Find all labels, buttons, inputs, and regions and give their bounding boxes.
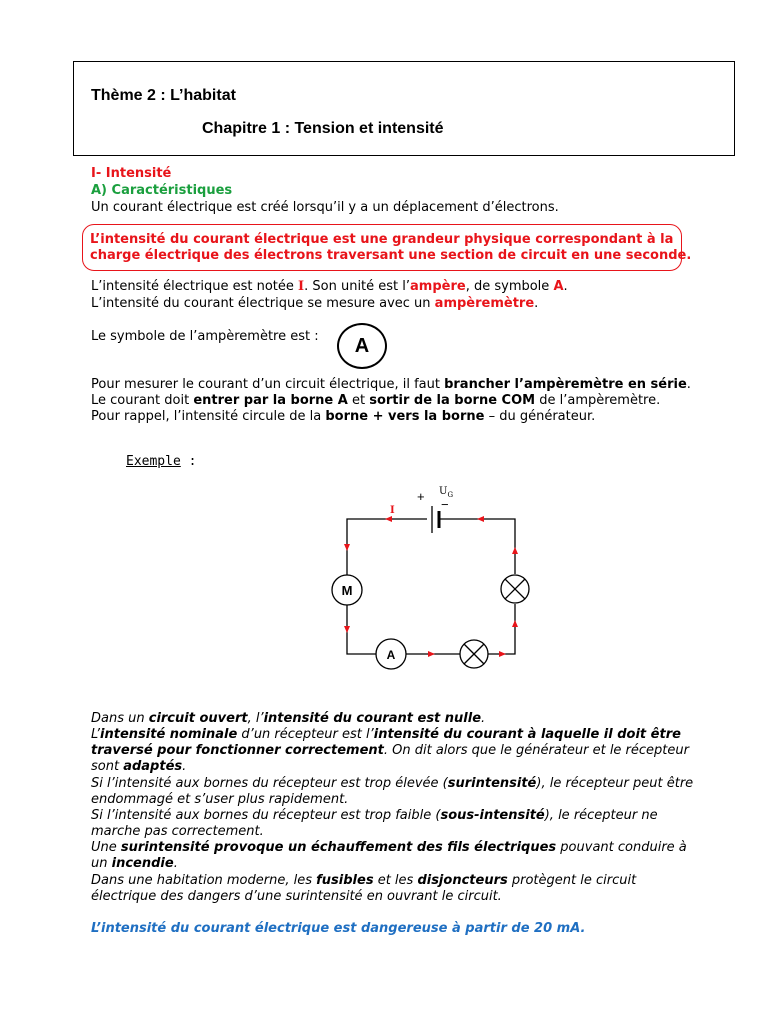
notation-line: L’intensité électrique est notée I. Son unité est l’ampère, de symbole A. — [91, 279, 568, 294]
note-line-12: électrique des dangers d’une surintensité en ouvrant le circuit. — [91, 889, 502, 904]
section-title: I- Intensité — [91, 166, 172, 181]
arrow-left-upper — [344, 544, 350, 551]
intensity-symbol: I — [298, 279, 305, 294]
generator-minus: − — [441, 497, 449, 512]
generator-plus: + — [417, 489, 425, 504]
arrow-bottom-mid — [428, 651, 435, 657]
note-line-11: Dans une habitation moderne, les fusibles et les disjoncteurs protègent le circuit — [91, 873, 637, 888]
note-line-2: L’intensité nominale d’un récepteur est l’intensité du courant à laquelle il doit être — [91, 727, 681, 742]
current-label: I — [390, 505, 395, 516]
current-arrows — [341, 516, 518, 657]
symbol-label: Le symbole de l’ampèremètre est : — [91, 329, 319, 344]
note-line-7: Si l’intensité aux bornes du récepteur est trop faible (sous-intensité), le récepteur ne — [91, 808, 658, 823]
intro-text: Un courant électrique est créé lorsqu’il y a un déplacement d’électrons. — [91, 200, 559, 215]
theme-title: Thème 2 : L’habitat — [91, 87, 236, 104]
ammeter-component — [376, 639, 406, 669]
example-label: Exemple : — [126, 454, 197, 469]
note-line-4: sont adaptés. — [91, 759, 187, 774]
rule-line-2: Le courant doit entrer par la borne A et sortir de la borne COM de l’ampèremètre. — [91, 393, 661, 408]
ammeter-label: A — [386, 648, 396, 662]
header-box — [73, 61, 735, 156]
circuit-wires — [347, 506, 515, 654]
generator-label: $U_G$ — [439, 486, 454, 499]
unit-ampere: ampère — [410, 279, 466, 294]
note-line-6: endommagé et s’user plus rapidement. — [91, 792, 349, 807]
note-line-1: Dans un circuit ouvert, l’intensité du courant est nulle. — [91, 711, 486, 726]
note-line-10: un incendie. — [91, 856, 178, 871]
note-line-9: Une surintensité provoque un échauffement des fils électriques pouvant conduire à — [91, 840, 687, 855]
circuit-diagram — [320, 478, 540, 683]
section-subtitle: A) Caractéristiques — [91, 183, 233, 198]
ammeter-symbol: A — [337, 323, 387, 369]
arrow-right-upper — [512, 547, 518, 554]
unit-symbol: A — [553, 279, 564, 294]
arrow-left-lower — [344, 626, 350, 633]
definition-box — [82, 224, 692, 271]
definition-line-1: L’intensité du courant électrique est une grandeur physique correspondant à la — [90, 232, 674, 247]
instrument-name: ampèremètre — [434, 296, 535, 311]
arrow-right-lower — [512, 620, 518, 627]
note-line-3: traversé pour fonctionner correctement. On dit alors que le générateur et le récepteur — [91, 743, 689, 758]
measure-line: L’intensité du courant électrique se mesure avec un ampèremètre. — [91, 296, 539, 311]
note-line-8: marche pas correctement. — [91, 824, 264, 839]
arrow-top-left — [385, 516, 392, 522]
rule-line-3: Pour rappel, l’intensité circule de la borne + vers la borne – du générateur. — [91, 409, 596, 424]
lamp-right — [501, 575, 529, 603]
lamp-bottom — [460, 640, 488, 668]
danger-warning: L’intensité du courant électrique est dangereuse à partir de 20 mA. — [91, 921, 586, 936]
motor-label: M — [341, 583, 353, 598]
arrow-bottom-right — [499, 651, 506, 657]
arrow-top-right — [477, 516, 484, 522]
rule-line-1: Pour mesurer le courant d’un circuit électrique, il faut brancher l’ampèremètre en série. — [91, 377, 691, 392]
note-line-5: Si l’intensité aux bornes du récepteur est trop élevée (surintensité), le récepteur peut être — [91, 776, 694, 791]
motor-component — [332, 575, 362, 605]
chapter-title: Chapitre 1 : Tension et intensité — [202, 120, 444, 137]
definition-line-2: charge électrique des électrons traversant une section de circuit en une seconde. — [90, 248, 692, 263]
